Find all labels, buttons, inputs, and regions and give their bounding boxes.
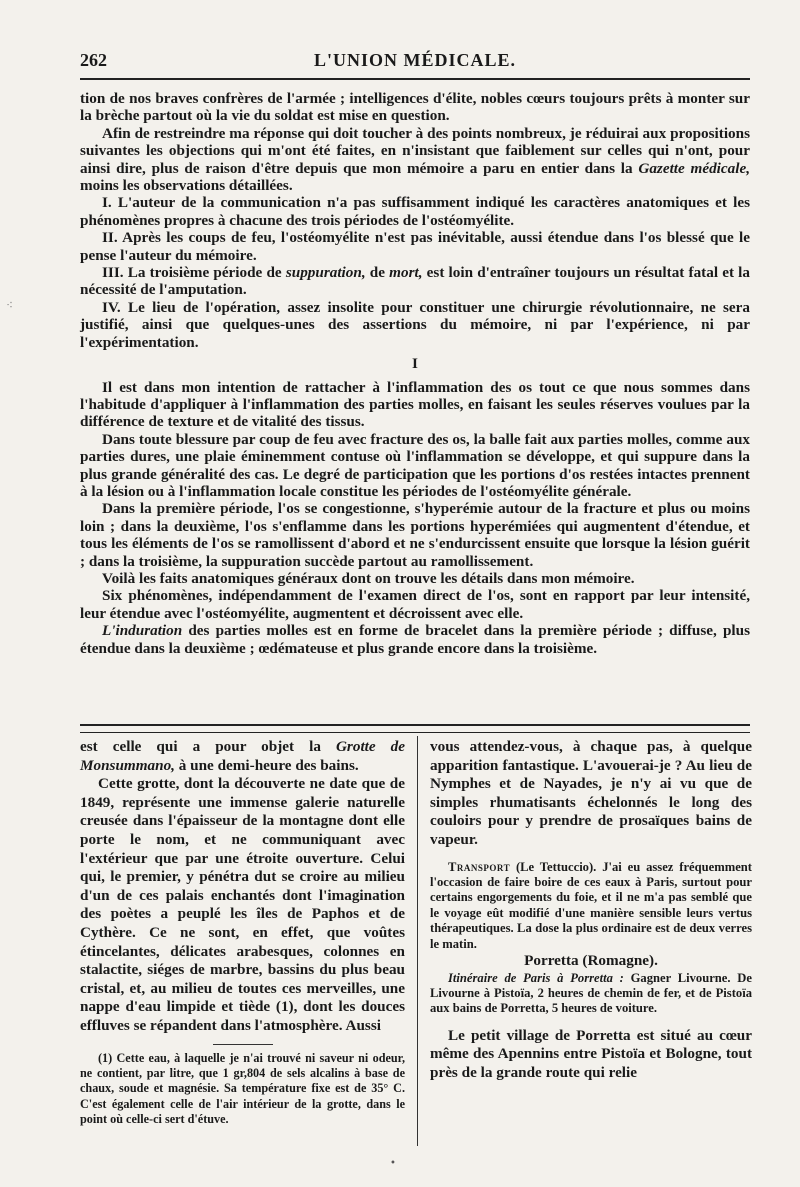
paragraph	[80, 622, 750, 657]
paragraph	[80, 738, 405, 775]
left-column	[80, 738, 405, 1128]
itinerary	[430, 971, 752, 1017]
transport-label: Transport	[448, 859, 511, 874]
text-run: Gagner Livourne. De Livourne à Pistoïa, 2 heures de chemin de fer, et de Pistoïa aux bains de Porretta, 5 heures de voiture.	[430, 970, 752, 1016]
page-header	[80, 46, 750, 76]
objection-4: IV. Le lieu de l'opération, assez insolite pour constituer une chirurgie révolutionnaire, ne sera justifié, ainsi que quelques-unes des assertions du mémoire, ni par l'expérience, ni par l'expérimentation.	[80, 298, 750, 351]
text-run: à une demi-heure des bains.	[174, 756, 359, 774]
text-run: III. La troisième période de	[102, 264, 286, 282]
objection-2: II. Après les coups de feu, l'ostéomyélite n'est pas inévitable, aussi étendue dans l'os blessé que le pense l'auteur du mémoire.	[80, 229, 750, 264]
paragraph: Voilà les faits anatomiques généraux dont on trouve les détails dans mon mémoire.	[102, 569, 635, 587]
text-run: (Le Tettuccio). J'ai eu assez fréquemment l'occasion de faire boire de ces eaux à Paris, surtout pour certains engorgements du foie, et il ne m'a pas semblé que le voyage eût modifié d'une manière sensible leurs vertus thérapeutiques. La dose la plus ordinaire est de deux verres le matin.	[430, 859, 752, 951]
section-title-name: Porretta	[524, 952, 579, 969]
text-run: des parties molles est en forme de bracelet dans la première période ; diffuse, plus étendue dans la deuxième ; œdémateuse et plus grande encore dans la troisième.	[80, 622, 750, 657]
transport-note	[430, 860, 752, 952]
spacer	[430, 850, 752, 860]
paragraph	[80, 125, 750, 195]
section-title-region: (Romagne).	[578, 952, 658, 969]
main-text	[80, 90, 750, 657]
paragraph: Cette grotte, dont la découverte ne date que de 1849, représente une immense galerie naturelle creusée dans l'épaisseur de la montagne dont elle porte le nom, et ne communiquant avec l'extérieur que par une étroite ouverture. Celui qui, le premier, y pénétra dut se croire au milieu d'un de ces palais enchantés dont l'imagination des poètes a peuplé les îles de Paphos et de Cythère. Ce ne sont, en effet, que voûtes étincelantes, délicates arabesques, colonnes en stalactite, siéges de marbre, bassins du plus beau cristal, et, au milieu de toutes ces merveilles, une nappe d'eau limpide et tiède (1), dont les douces effluves se répandent dans l'atmosphère. Aussi	[80, 775, 405, 1034]
column-divider	[417, 736, 418, 1146]
objection-3	[80, 264, 750, 299]
journal-title: Gazette médicale,	[638, 159, 750, 177]
emphasis: mort,	[389, 264, 423, 282]
header-rule	[80, 78, 750, 80]
paragraph: Dans la première période, l'os se congestionne, s'hyperémie autour de la fracture et plus ou moins loin ; dans la deuxième, l'os s'enflamme dans les portions hyperémiées qui augmentent d'étendue, et tous les éléments de l'os se ramollissent d'abord et ne s'endurcissent ensuite que lorsque la lésion guérit ; dans la troisième, la suppuration succède partout au ramollissement.	[80, 500, 750, 570]
paragraph: Le petit village de Porretta est situé au cœur même des Apennins entre Pistoïa et Bologne, tout près de la grande route qui relie	[430, 1026, 752, 1081]
right-column	[430, 738, 752, 1083]
paragraph: vous attendez-vous, à chaque pas, à quelque apparition fantastique. L'avouerai-je ? Au lieu de Nymphes et de Nayades, je n'y ai vu que de simples rhumatisants échelonnés le long des couloirs pour y prendre de prosaïques bains de vapeur.	[430, 738, 752, 848]
page-number: 262	[80, 50, 107, 70]
text-run: moins les observations détaillées.	[80, 177, 293, 195]
paragraph: Dans toute blessure par coup de feu avec fracture des os, la balle fait aux parties molles, comme aux parties dures, une plaie éminemment contuse où l'inflammation se développe, et qui suppure dans la plus grande généralité des cas. Le degré de participation que les portions d'os restées intactes prennent à la lésion ou à l'inflammation locale constitue les périodes de l'ostéomyélite générale.	[80, 430, 750, 500]
section-heading: I	[412, 355, 418, 373]
objection-1: I. L'auteur de la communication n'a pas suffisamment indiqué les caractères anatomiques et les phénomènes propres à chacune des trois périodes de l'ostéomyélite.	[80, 194, 750, 229]
text-run: Afin de restreindre ma réponse qui doit toucher à des points nombreux, je réduirai aux propositions suivantes les objections qui m'ont été faites, en n'insistant que faiblement sur celles qui n'ont, pour ainsi dire, plus de raison d'être depuis que mon mémoire a paru en entier dans la	[80, 124, 750, 177]
paragraph: tion de nos braves confrères de l'armée ; intelligences d'élite, nobles cœurs toujours prêts à monter sur la brèche partout où la vie du soldat est mise en question.	[80, 90, 750, 125]
paragraph: Il est dans mon intention de rattacher à l'inflammation des os tout ce que nous sommes dans l'habitude d'appliquer à l'inflammation des parties molles, en faisant les seules réserves voulues par la différence de texture et de vitalité des tissus.	[80, 378, 750, 431]
text-run: est celle qui a pour objet la	[80, 738, 336, 755]
running-title: L'UNION MÉDICALE.	[313, 50, 517, 70]
text-run: de	[365, 264, 390, 282]
itinerary-label: Itinéraire de Paris à Porretta :	[448, 970, 624, 985]
footer-mark: •	[390, 1158, 396, 1169]
section-title	[430, 952, 752, 971]
feuilleton-divider	[80, 724, 750, 733]
emphasis: suppuration,	[285, 264, 366, 282]
footnote-rule	[213, 1044, 273, 1045]
text-run: est loin d'entraîner toujours un résultat fatal et la nécessité de l'amputation.	[80, 264, 750, 299]
emphasis: L'induration	[102, 622, 183, 640]
spacer	[430, 1017, 752, 1027]
paragraph: Six phénomènes, indépendamment de l'examen direct de l'os, sont en rapport par leur intensité, leur étendue avec l'ostéomyélite, augmentent et décroissent avec elle.	[80, 587, 750, 622]
margin-mark: ⁖	[6, 298, 14, 312]
place-name: Grotte de Monsummano,	[80, 738, 405, 774]
footnote: (1) Cette eau, à laquelle je n'ai trouvé ni saveur ni odeur, ne contient, par litre, que 1 gr,804 de sels alcalins à base de chaux, soude et magnésie. Sa température fixe est de 35° C. C'est également celle de l'air intérieur de la grotte, dans le point où celle-ci sert d'étuve.	[80, 1050, 405, 1127]
